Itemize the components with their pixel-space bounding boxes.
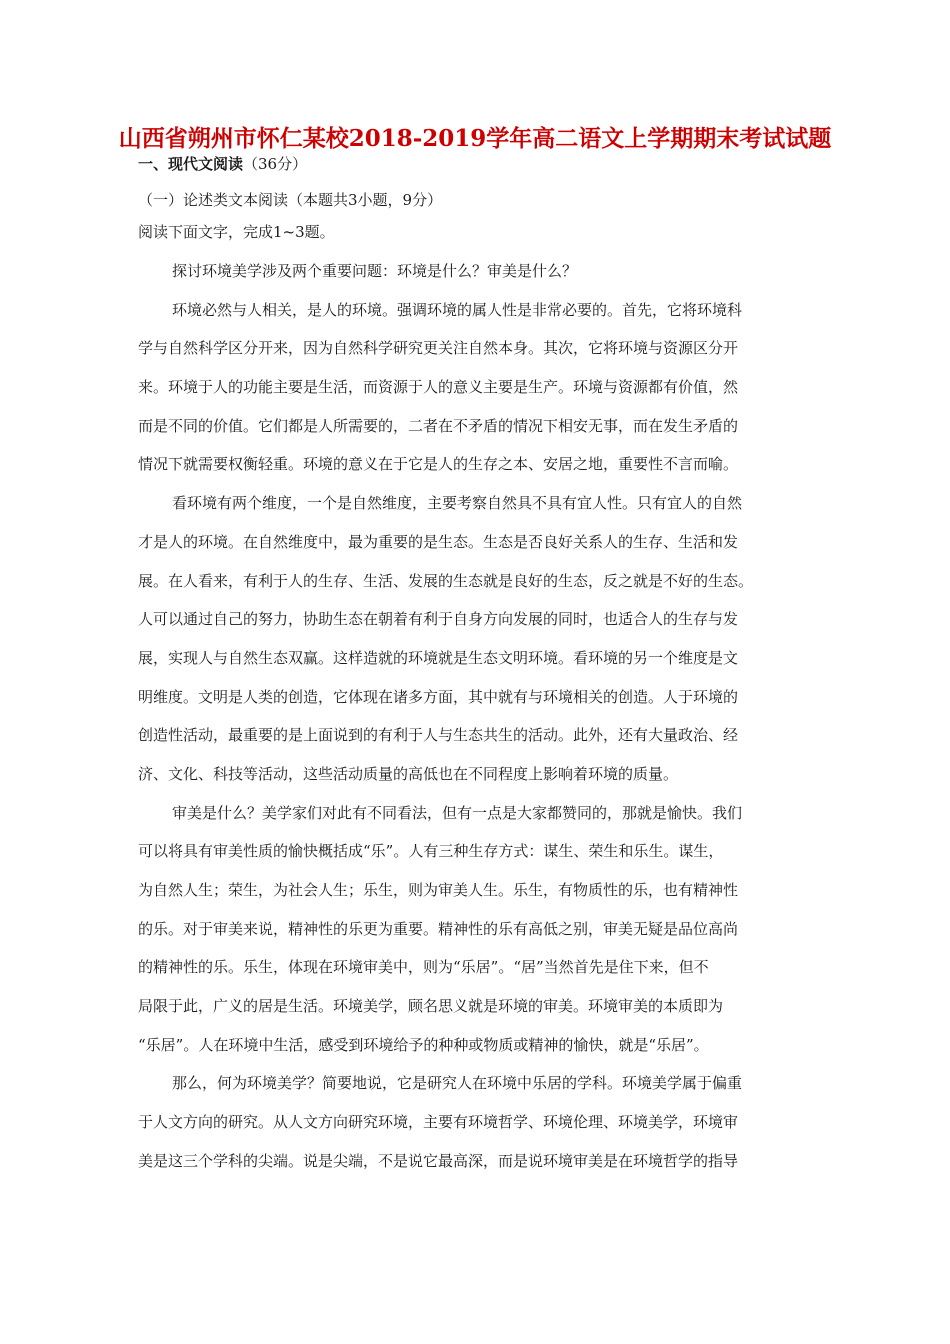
text-line: 济、文化、科技等活动，这些活动质量的高低也在不同程度上影响着环境的质量。 — [138, 764, 679, 783]
paragraph-2 — [138, 291, 828, 484]
text-line: 美是这三个学科的尖端。说是尖端，不是说它最高深，而是说环境审美是在环境哲学的指导 — [138, 1151, 739, 1170]
section-heading — [138, 150, 828, 178]
paragraph-4 — [138, 794, 828, 1065]
text-line: 审美是什么？美学家们对此有不同看法，但有一点是大家都赞同的，那就是愉快。我们 — [172, 803, 743, 822]
paragraph-3 — [138, 484, 828, 794]
paragraph-5 — [138, 1064, 828, 1180]
text-line: 的精神性的乐。乐生，体现在环境审美中，则为“乐居”。“居”当然首先是住下来，但不 — [138, 958, 709, 977]
document-title: 山西省朔州市怀仁某校2018-2019学年高二语文上学期期末考试试题 — [118, 125, 832, 152]
text-line: 才是人的环境。在自然维度中，最为重要的是生态。生态是否良好关系人的生存、生活和发 — [138, 532, 739, 551]
text-line: 来。环境于人的功能主要是生活，而资源于人的意义主要是生产。环境与资源都有价值，然 — [138, 378, 739, 397]
section-heading-text: 一、现代文阅读 — [138, 155, 244, 173]
text-line: 那么，何为环境美学？简要地说，它是研究人在环境中乐居的学科。环境美学属于偏重 — [172, 1074, 743, 1093]
reading-instruction: 阅读下面文字，完成1~3题。 — [138, 223, 335, 241]
text-line: 人可以通过自己的努力，协助生态在朝着有利于自身方向发展的同时，也适合人的生存与发 — [138, 610, 739, 629]
section-score: （36分） — [243, 155, 308, 173]
text-line: 环境必然与人相关，是人的环境。强调环境的属人性是非常必要的。首先，它将环境科 — [172, 300, 743, 319]
text-line: “乐居”。人在环境中生活，感受到环境给予的种种或物质或精神的愉快，就是“乐居”。 — [138, 1035, 709, 1054]
text-line: 而是不同的价值。它们都是人所需要的，二者在不矛盾的情况下相安无事，而在发生矛盾的 — [138, 416, 739, 435]
paragraph-1 — [138, 252, 828, 291]
document-body — [138, 150, 828, 1181]
text-line: 学与自然科学区分开来，因为自然科学研究更关注自然本身。其次，它将环境与资源区分开 — [138, 339, 739, 358]
text-line: 可以将具有审美性质的愉快概括成“乐”。人有三种生存方式：谋生、荣生和乐生。谋生， — [138, 842, 724, 861]
text-line: 局限于此，广义的居是生活。环境美学，顾名思义就是环境的审美。环境审美的本质即为 — [138, 997, 724, 1016]
text-line: 展。在人看来，有利于人的生存、生活、发展的生态就是良好的生态，反之就是不好的生态。 — [138, 571, 754, 590]
text-line: 看环境有两个维度，一个是自然维度，主要考察自然具不具有宜人性。只有宜人的自然 — [172, 494, 743, 513]
text-line: 于人文方向的研究。从人文方向研究环境，主要有环境哲学、环境伦理、环境美学，环境审 — [138, 1113, 739, 1132]
subsection-heading: （一）论述类文本阅读（本题共3小题，9分） — [138, 191, 443, 209]
text-line: 的乐。对于审美来说，精神性的乐更为重要。精神性的乐有高低之别，审美无疑是品位高尚 — [138, 919, 739, 938]
text-line: 明维度。文明是人类的创造，它体现在诸多方面，其中就有与环境相关的创造。人于环境的 — [138, 687, 739, 706]
text-line: 探讨环境美学涉及两个重要问题：环境是什么？审美是什么？ — [172, 262, 578, 280]
text-line: 创造性活动，最重要的是上面说到的有利于人与生态共生的活动。此外，还有大量政治、经 — [138, 726, 739, 745]
text-line: 情况下就需要权衡轻重。环境的意义在于它是人的生存之本、安居之地，重要性不言而喻。 — [138, 455, 739, 474]
text-line: 为自然人生；荣生，为社会人生；乐生，则为审美人生。乐生，有物质性的乐，也有精神性 — [138, 881, 739, 899]
text-line: 展，实现人与自然生态双赢。这样造就的环境就是生态文明环境。看环境的另一个维度是文 — [138, 648, 739, 667]
